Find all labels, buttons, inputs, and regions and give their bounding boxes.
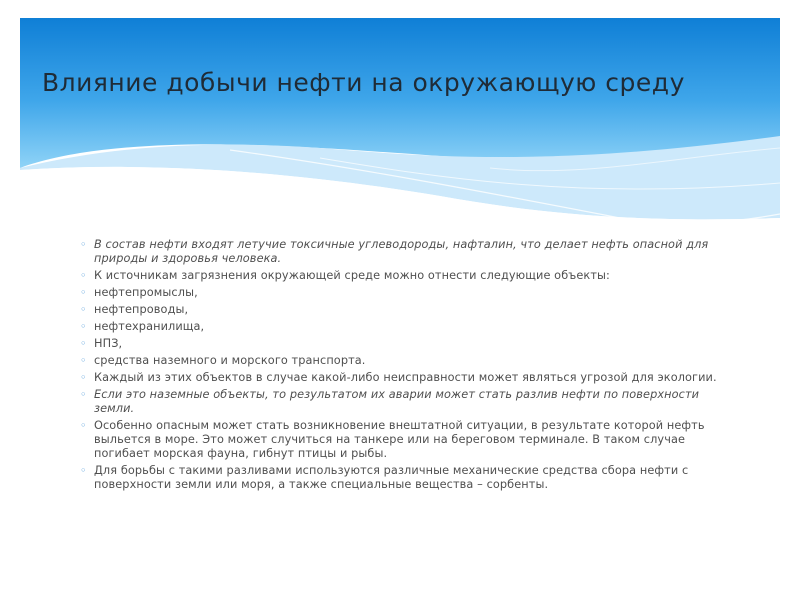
bullet-marker-icon: ◦ [80, 354, 87, 367]
bullet-marker-icon: ◦ [80, 388, 87, 401]
bullet-text: нефтепромыслы, [94, 286, 198, 299]
bullet-text: Каждый из этих объектов в случае какой-либо неисправности может являться угрозой для экологии. [94, 371, 717, 384]
bullet-item [80, 464, 720, 492]
bullet-text: средства наземного и морского транспорта. [94, 354, 366, 367]
bullet-marker-icon: ◦ [80, 238, 87, 251]
bullet-item [80, 269, 720, 283]
bullet-text: Для борьбы с такими разливами используются различные механические средства сбора нефти с поверхности земли или моря, а также специальные вещества – сорбенты. [94, 464, 689, 491]
bullet-item [80, 286, 720, 300]
slide [20, 18, 780, 582]
bullet-marker-icon: ◦ [80, 337, 87, 350]
bullet-item [80, 354, 720, 368]
bullet-text: Особенно опасным может стать возникновение внештатной ситуации, в результате которой нефть выльется в море. Это может случиться на танкере или на береговом терминале. В таком случае погибает морская фауна, гибнут птицы и рыбы. [94, 419, 705, 460]
bullet-marker-icon: ◦ [80, 419, 87, 432]
bullet-text: К источникам загрязнения окружающей среде можно отнести следующие объекты: [94, 269, 610, 282]
bullet-item [80, 419, 720, 461]
bullet-marker-icon: ◦ [80, 320, 87, 333]
bullet-text: Если это наземные объекты, то результатом их аварии может стать разлив нефти по поверхности земли. [94, 388, 700, 415]
bullet-marker-icon: ◦ [80, 303, 87, 316]
bullet-marker-icon: ◦ [80, 371, 87, 384]
header-wave-background [20, 18, 780, 248]
bullet-item [80, 238, 720, 266]
bullet-text: нефтепроводы, [94, 303, 189, 316]
slide-title: Влияние добычи нефти на окружающую среду [42, 68, 685, 97]
bullet-marker-icon: ◦ [80, 464, 87, 477]
bullet-item [80, 388, 720, 416]
bullet-text: нефтехранилища, [94, 320, 205, 333]
bullet-list [80, 238, 720, 495]
bullet-item [80, 337, 720, 351]
bullet-item [80, 371, 720, 385]
bullet-item [80, 320, 720, 334]
bullet-item [80, 303, 720, 317]
bullet-marker-icon: ◦ [80, 286, 87, 299]
bullet-text: НПЗ, [94, 337, 123, 350]
bullet-text: В состав нефти входят летучие токсичные углеводороды, нафталин, что делает нефть опасной для природы и здоровья человека. [94, 238, 709, 265]
bullet-marker-icon: ◦ [80, 269, 87, 282]
